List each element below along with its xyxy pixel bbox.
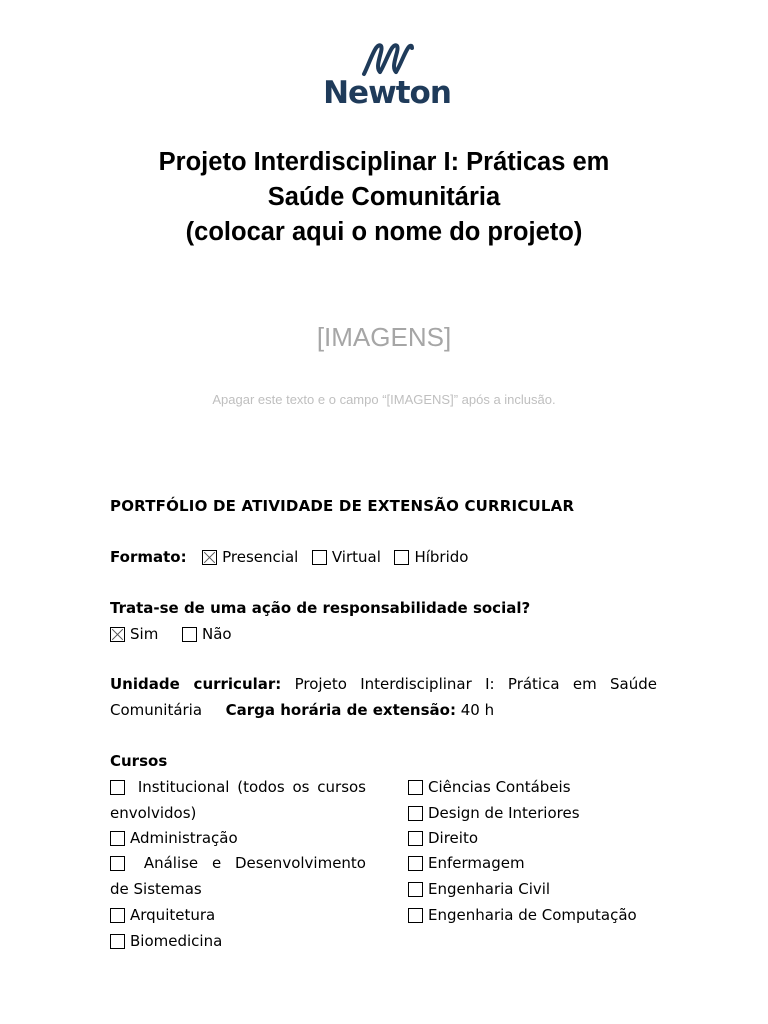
- newton-logo-mark-icon: [358, 42, 416, 78]
- engenharia-computacao-checkbox[interactable]: [408, 908, 423, 923]
- unidade-value-cont: Comunitária: [110, 701, 203, 719]
- curso-biomedicina: [110, 931, 222, 951]
- nao-option: [182, 624, 232, 644]
- cursos-heading: Cursos: [110, 752, 168, 770]
- carga-value: 40 h: [460, 701, 495, 719]
- presencial-checkbox[interactable]: [202, 550, 217, 565]
- curso-design-interiores: [408, 803, 580, 823]
- ciencias-contabeis-checkbox[interactable]: [408, 780, 423, 795]
- curso-label-cont: de Sistemas: [110, 880, 202, 898]
- unidade-label: Unidade curricular:: [110, 675, 282, 693]
- curso-engenharia-computacao: [408, 905, 637, 925]
- curso-label: Arquitetura: [130, 906, 216, 924]
- title-line-2: Saúde Comunitária: [267, 183, 501, 211]
- direito-checkbox[interactable]: [408, 831, 423, 846]
- arquitetura-checkbox[interactable]: [110, 908, 125, 923]
- curso-label-cont: envolvidos): [110, 804, 197, 822]
- placeholder-hint: Apagar este texto e o campo “[IMAGENS]” após a inclusão.: [212, 392, 556, 407]
- virtual-label: Virtual: [331, 548, 381, 566]
- curso-direito: [408, 828, 478, 848]
- curso-engenharia-civil: [408, 879, 550, 899]
- responsabilidade-question: Trata-se de uma ação de responsabilidade social?: [110, 599, 531, 617]
- virtual-checkbox[interactable]: [312, 550, 327, 565]
- formato-label: Formato:: [110, 548, 187, 566]
- curso-label: Análise e Desenvolvimento: [143, 854, 366, 872]
- nao-checkbox[interactable]: [182, 627, 197, 642]
- engenharia-civil-checkbox[interactable]: [408, 882, 423, 897]
- newton-logo: [318, 40, 458, 114]
- sim-label: Sim: [130, 625, 159, 643]
- curso-enfermagem: [408, 853, 525, 873]
- unidade-line-1: [110, 674, 657, 694]
- curso-label: Design de Interiores: [428, 804, 580, 822]
- biomedicina-checkbox[interactable]: [110, 934, 125, 949]
- enfermagem-checkbox[interactable]: [408, 856, 423, 871]
- administracao-checkbox[interactable]: [110, 831, 125, 846]
- title-line-1: Projeto Interdisciplinar I: Práticas em: [158, 148, 610, 176]
- nao-label: Não: [202, 625, 232, 643]
- curso-institucional: [110, 777, 366, 797]
- curso-institucional-cont: [110, 803, 196, 823]
- curso-label: Administração: [130, 829, 238, 847]
- unidade-line-2: [110, 700, 494, 720]
- page-title: [0, 145, 768, 250]
- presencial-label: Presencial: [222, 548, 299, 566]
- curso-label: Ciências Contábeis: [428, 778, 571, 796]
- carga-label: Carga horária de extensão:: [225, 701, 456, 719]
- hibrido-label: Híbrido: [414, 548, 469, 566]
- curso-ciencias-contabeis: [408, 777, 571, 797]
- ads-checkbox[interactable]: [110, 856, 125, 871]
- curso-label: Institucional (todos os cursos: [137, 778, 366, 796]
- images-placeholder: [IMAGENS]: [316, 322, 452, 352]
- institucional-checkbox[interactable]: [110, 780, 125, 795]
- section-heading: PORTFÓLIO DE ATIVIDADE DE EXTENSÃO CURRICULAR: [110, 497, 575, 515]
- curso-label: Direito: [428, 829, 479, 847]
- curso-label: Engenharia Civil: [428, 880, 551, 898]
- hibrido-checkbox[interactable]: [394, 550, 409, 565]
- logo-wordmark: Newton: [323, 75, 451, 111]
- formato-row: [110, 547, 468, 567]
- curso-label: Engenharia de Computação: [428, 906, 637, 924]
- curso-ads-cont: [110, 879, 202, 899]
- sim-checkbox[interactable]: [110, 627, 125, 642]
- curso-label: Enfermagem: [428, 854, 525, 872]
- responsabilidade-row: [110, 624, 158, 644]
- design-interiores-checkbox[interactable]: [408, 806, 423, 821]
- curso-label: Biomedicina: [130, 932, 223, 950]
- curso-ads: [110, 853, 366, 873]
- unidade-value: Projeto Interdisciplinar I: Prática em Saúde: [294, 675, 657, 693]
- curso-administracao: [110, 828, 238, 848]
- curso-arquitetura: [110, 905, 215, 925]
- title-line-3: (colocar aqui o nome do projeto): [185, 218, 583, 246]
